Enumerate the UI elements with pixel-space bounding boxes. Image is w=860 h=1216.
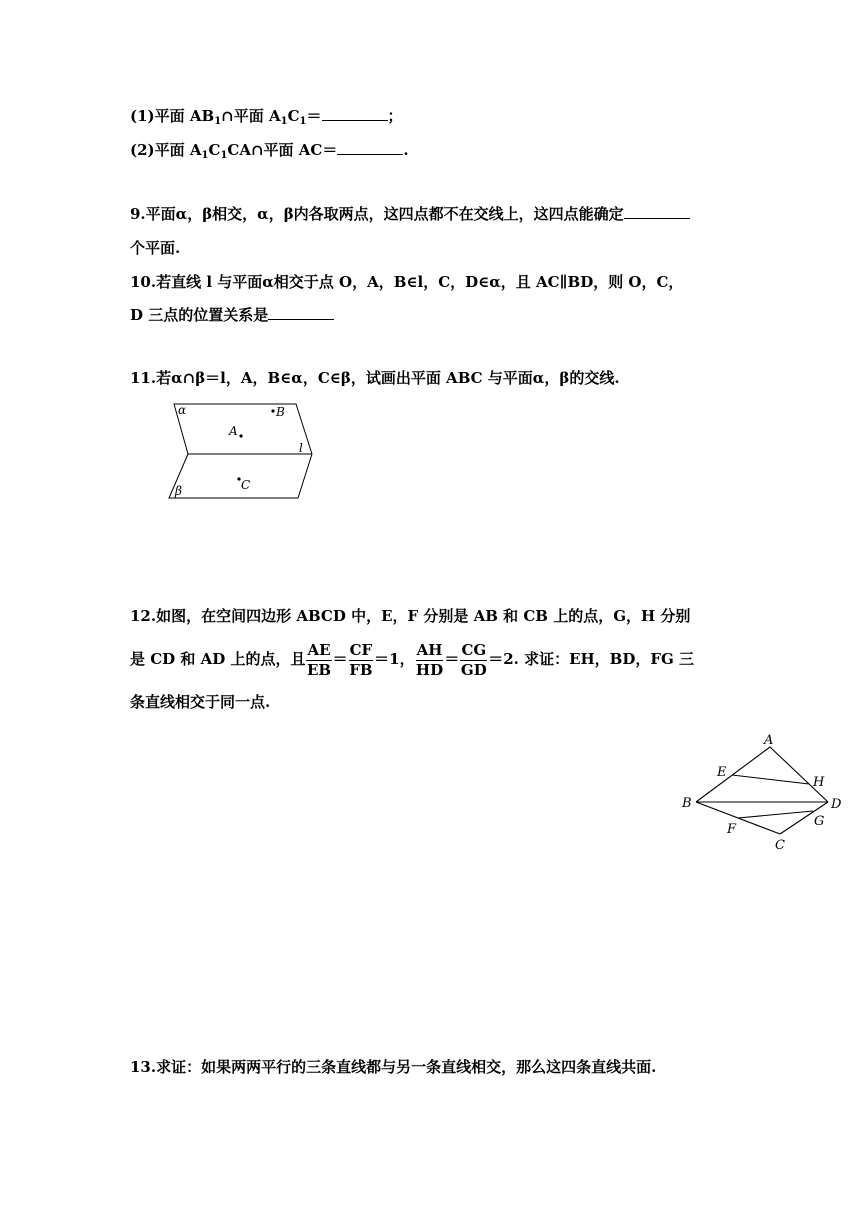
frac3-den: HD — [415, 660, 444, 679]
frac1-den: EB — [306, 660, 332, 679]
q10-text-cont: D 三点的位置关系是 — [130, 306, 269, 324]
segment-fg — [738, 811, 813, 818]
q8-part2-end: . — [403, 141, 409, 159]
q10-text: 10.若直线 l 与平面α相交于点 O，A，B∈l，C，D∈α，且 AC∥BD，则 O，C， — [130, 273, 684, 291]
q8-part2-text-b: C — [208, 141, 221, 159]
q8-part1-text-b: ∩平面 A — [221, 107, 281, 125]
q9-line1 — [130, 204, 690, 224]
fraction-ah-hd — [416, 641, 444, 680]
fraction-cf-fb — [349, 641, 374, 680]
point-b — [271, 409, 274, 412]
fraction-cg-gd — [460, 641, 487, 680]
label-a: A — [229, 424, 238, 438]
q8-part2-text-a: 平面 A — [154, 141, 202, 159]
q8-part2 — [130, 140, 409, 160]
label-a: A — [764, 733, 774, 748]
q8-part1-sub-b: 1 — [280, 116, 288, 127]
frac3-num: AH — [416, 640, 443, 659]
q9-answer-blank[interactable] — [624, 204, 690, 219]
q10-answer-blank[interactable] — [268, 305, 334, 320]
q8-part1-sub-c: 1 — [299, 116, 307, 127]
plane-alpha — [174, 404, 312, 454]
segment-eh — [732, 775, 809, 784]
q12-text: 12.如图，在空间四边形 ABCD 中，E，F 分别是 AB 和 CB 上的点，G，H 分别 — [130, 607, 691, 625]
q8-part1 — [130, 106, 403, 126]
q8-part1-label: (1) — [130, 107, 155, 125]
q12-eq2: ＝ — [444, 650, 460, 668]
q9-text: 9.平面α，β相交，α，β内各取两点，这四点都不在交线上，这四点能确定 — [130, 205, 624, 223]
q13-text-content: 13.求证：如果两两平行的三条直线都与另一条直线相交，那么这四条直线共面. — [130, 1058, 657, 1076]
label-c: C — [775, 838, 785, 853]
q8-part1-text-c: C — [287, 107, 300, 125]
label-h: H — [813, 775, 825, 790]
q13-text — [130, 1057, 656, 1077]
label-l: l — [299, 441, 303, 455]
label-e: E — [717, 765, 727, 780]
q8-part1-sub-a: 1 — [214, 116, 222, 127]
q8-part2-text-c: CA∩平面 AC＝ — [227, 141, 338, 159]
q9-text-cont: 个平面. — [130, 239, 181, 257]
q9-line2 — [130, 238, 180, 258]
label-c: C — [241, 478, 251, 492]
frac4-den: GD — [460, 660, 487, 679]
q8-part2-sub-a: 1 — [201, 150, 209, 161]
q8-part2-label: (2) — [130, 141, 155, 159]
frac1-num: AE — [307, 640, 331, 659]
q11-text — [130, 368, 620, 388]
frac2-num: CF — [349, 640, 373, 659]
label-beta: β — [175, 484, 182, 498]
q12-text-cont: 条直线相交于同一点. — [130, 693, 271, 711]
q8-part1-end: ； — [387, 107, 403, 125]
point-a — [239, 434, 242, 437]
edge-ab — [696, 747, 770, 802]
q12-eq1: ＝ — [332, 650, 348, 668]
q8-part1-answer-blank[interactable] — [322, 106, 388, 121]
q8-part2-answer-blank[interactable] — [337, 140, 403, 155]
q12-figure — [680, 730, 850, 856]
label-b: B — [682, 796, 692, 811]
frac4-num: CG — [461, 640, 487, 659]
label-alpha: α — [178, 403, 187, 417]
q12-text-b: ＝2. 求证：EH，BD，FG 三 — [488, 650, 695, 668]
fraction-ae-eb — [306, 641, 331, 680]
q10-line1 — [130, 272, 683, 292]
frac2-den: FB — [349, 660, 373, 679]
q8-part1-text-a: 平面 AB — [154, 107, 215, 125]
q11-figure — [160, 398, 320, 504]
q11-text-content: 11.若α∩β＝l，A，B∈α，C∈β，试画出平面 ABC 与平面α，β的交线. — [130, 369, 620, 387]
q8-part1-text-d: ＝ — [306, 107, 322, 125]
q12-line3 — [130, 692, 270, 712]
label-f: F — [727, 822, 737, 837]
q12-text-a: 是 CD 和 AD 上的点，且 — [130, 650, 306, 668]
q12-line1 — [130, 606, 690, 626]
label-g: G — [814, 814, 825, 829]
label-d: D — [831, 797, 842, 812]
q10-line2 — [130, 305, 334, 325]
q12-line2 — [130, 640, 694, 680]
q8-part2-sub-b: 1 — [220, 150, 228, 161]
label-b: B — [276, 405, 285, 419]
q12-mid: ＝1， — [374, 650, 415, 668]
